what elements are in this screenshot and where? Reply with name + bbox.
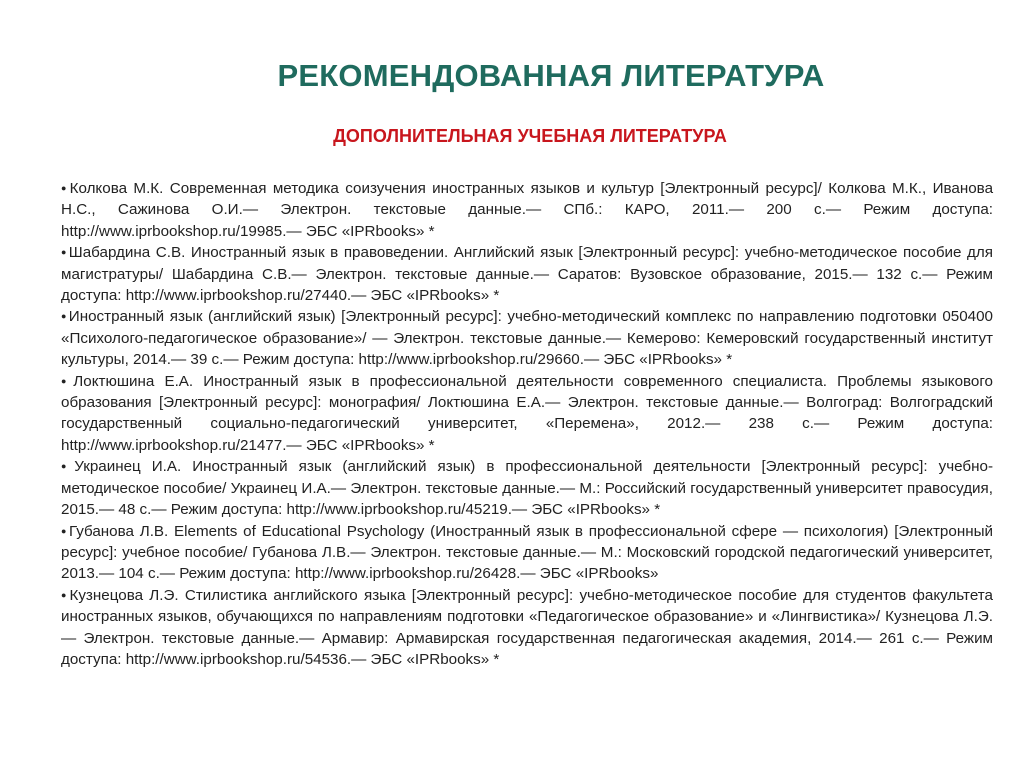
reference-item: [61, 178, 993, 242]
bullet-icon: ●: [61, 461, 74, 472]
bullet-icon: ●: [61, 183, 69, 193]
reference-text: Локтюшина Е.А. Иностранный язык в профессиональной деятельности современного специалиста. Проблемы языкового образования [Электронный ресурс]: монография/ Локтюшина Е.А.— Электрон. текстовые данные.— Волгоград: Волгоградский государственный социально-педагогический университет, «Перемена», 2012.— 238 с.— Режим доступа: http://www.iprbookshop.ru/21477.— ЭБС «IPRbooks» *: [61, 372, 994, 454]
reference-text: Кузнецова Л.Э. Стилистика английского языка [Электронный ресурс]: учебно-методическое пособие для студентов факультета иностранных языков, обучающихся по направлениям подготовки «Педагогическое образование» и «Лингвистика»/ Кузнецова Л.Э.— Электрон. текстовые данные.— Армавир: Армавирская государственная педагогическая академия, 2014.— 261 с.— Режим доступа: http://www.iprbookshop.ru/54536.— ЭБС «IPRbooks» *: [61, 586, 993, 668]
bullet-icon: ●: [61, 589, 69, 600]
reference-text: Шабардина С.В. Иностранный язык в правоведении. Английский язык [Электронный ресурс]: учебно-методическое пособие для магистратуры/ Шабардина С.В.— Электрон. текстовые данные.— Саратов: Вузовское образование, 2015.— 132 с.— Режим доступа: http://www.iprbookshop.ru/27440.— ЭБС «IPRbooks» *: [61, 244, 993, 305]
bullet-icon: ●: [61, 247, 68, 258]
reference-item: [61, 242, 993, 306]
section-subtitle: ДОПОЛНИТЕЛЬНАЯ УЧЕБНАЯ ЛИТЕРАТУРА: [333, 126, 727, 146]
reference-item: [61, 521, 993, 585]
bullet-icon: ●: [61, 375, 73, 386]
reference-item: [61, 456, 993, 520]
reference-text: Губанова Л.В. Elements of Educational Psychology (Иностранный язык в профессиональной сфере — психология) [Электронный ресурс]: учебное пособие/ Губанова Л.В.— Электрон. текстовые данные.— М.: Московский городской педагогический университет, 2013.— 104 с.— Режим доступа: http://www.iprbookshop.ru/26428.— ЭБС «IPRbooks»: [61, 522, 993, 583]
reference-text: Колкова М.К. Современная методика соизучения иностранных языков и культур [Электронный ресурс]/ Колкова М.К., Иванова Н.С., Сажинова О.И.— Электрон. текстовые данные.— СПб.: КАРО, 2011.— 200 с.— Режим доступа: http://www.iprbookshop.ru/19985.— ЭБС «IPRbooks» *: [61, 180, 994, 240]
reference-item: [61, 371, 993, 457]
slide-title: РЕКОМЕНДОВАННАЯ ЛИТЕРАТУРА: [277, 58, 825, 93]
reference-list: [61, 178, 993, 670]
reference-text: Украинец И.А. Иностранный язык (английский язык) в профессиональной деятельности [Электронный ресурс]: учебно-методическое пособие/ Украинец И.А.— Электрон. текстовые данные.— М.: Российский государственный университет правосудия, 2015.— 48 с.— Режим доступа: http://www.iprbookshop.ru/45219.— ЭБС «IPRbooks» *: [61, 458, 993, 519]
reference-item: [61, 585, 993, 671]
bullet-icon: ●: [61, 311, 68, 322]
reference-item: [61, 306, 993, 370]
bullet-icon: ●: [61, 525, 68, 536]
reference-text: Иностранный язык (английский язык) [Электронный ресурс]: учебно-методический комплекс по направлению подготовки 050400 «Психолого-педагогическое образование»/ — Электрон. текстовые данные.— Кемерово: Кемеровский государственный институт культуры, 2014.— 39 с.— Режим доступа: http://www.iprbookshop.ru/29660.— ЭБС «IPRbooks» *: [61, 308, 993, 369]
